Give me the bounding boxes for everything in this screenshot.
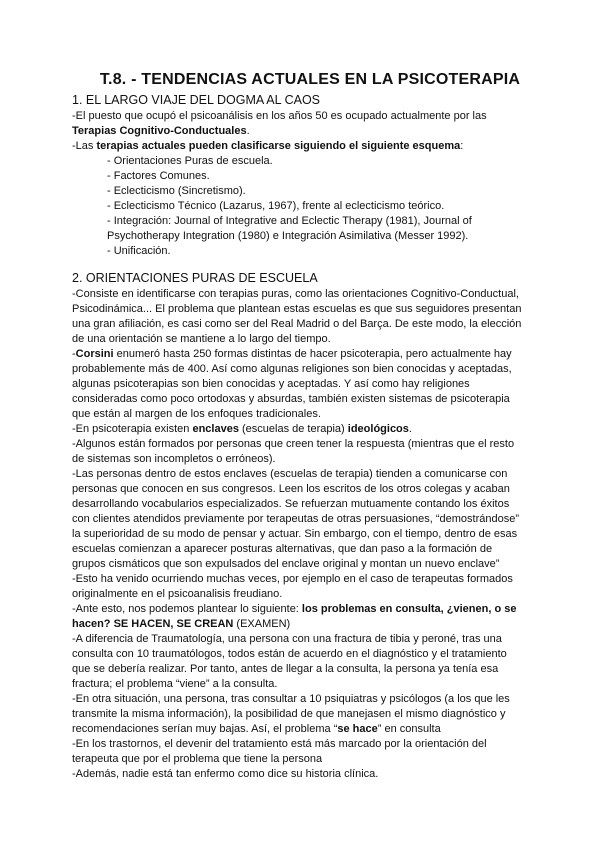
paragraph-line: -Ante esto, nos podemos plantear lo siguiente: los problemas en consulta, ¿vienen, o se xyxy=(72,603,517,615)
paragraph-line: probablemente más de 400. Así como algunas religiones son bien conocidas y aceptadas, xyxy=(72,363,512,375)
list-item: - Factores Comunes. xyxy=(107,170,210,182)
list-item: - Orientaciones Puras de escuela. xyxy=(107,155,273,167)
paragraph-line: -El puesto que ocupó el psicoanálisis en los años 50 es ocupado actualmente por las xyxy=(72,110,487,122)
paragraph-line: -Corsini enumeró hasta 250 formas distintas de hacer psicoterapia, pero actualmente hay xyxy=(72,348,512,360)
bold-term: enclaves xyxy=(192,423,239,435)
section-2-heading: 2. ORIENTACIONES PURAS DE ESCUELA xyxy=(72,271,318,285)
list-item: - Unificación. xyxy=(107,245,171,257)
paragraph-line: transmite la misma información), la posibilidad de que manejasen el mismo diagnóstico y xyxy=(72,708,506,720)
paragraph-line: consulta con 10 traumatólogos, todos están de acuerdo en el diagnóstico y el tratamiento xyxy=(72,648,507,660)
bold-term: Terapias Cognitivo-Conductuales xyxy=(72,125,247,137)
section-1-heading: 1. EL LARGO VIAJE DEL DOGMA AL CAOS xyxy=(72,93,321,107)
paragraph-line: desarrollando vocabularios especializados. Se refuerzan mutuamente contando los éxitos xyxy=(72,498,510,510)
bold-term: terapias actuales pueden clasificarse siguiendo el siguiente esquema xyxy=(96,140,461,152)
list-item: Psychotherapy Integration (1980) e Integración Asimilativa (Messer 1992). xyxy=(107,230,469,242)
paragraph-line: Psicodinámica... El problema que plantean estas escuelas es que sus seguidores presentan xyxy=(72,303,522,315)
paragraph-line: que están al margen de los enfoques tradicionales. xyxy=(72,408,321,420)
paragraph-line: una gran afiliación, es casi como ser del Real Madrid o del Barça. De este modo, la elección xyxy=(72,318,522,330)
paragraph-line: la superioridad de su modo de pensar y actuar. Sin embargo, con el tiempo, dentro de esas xyxy=(72,528,518,540)
bold-term: ideológicos xyxy=(347,423,409,435)
page-title: T.8. - TENDENCIAS ACTUALES EN LA PSICOTERAPIA xyxy=(99,71,521,88)
paragraph-line: -Las personas dentro de estos enclaves (escuelas de terapia) tienden a comunicarse con xyxy=(72,468,508,480)
paragraph-line: -Las terapias actuales pueden clasificarse siguiendo el siguiente esquema: xyxy=(72,140,464,152)
paragraph-line: con clientes atendidos previamente por terapeutas de otras persuasiones, “demostrándose” xyxy=(72,513,519,525)
paragraph-line: -A diferencia de Traumatología, una persona con una fractura de tibia y peroné, tras una xyxy=(72,633,502,645)
paragraph-line: -En psicoterapia existen enclaves (escuelas de terapia) ideológicos. xyxy=(72,423,412,435)
paragraph-line: escuelas comienzan a aparecer posturas alternativas, que dan paso a la formación de xyxy=(72,543,493,555)
list-item: - Integración: Journal of Integrative and Eclectic Therapy (1981), Journal of xyxy=(107,215,472,227)
paragraph-line: fractura; el problema “viene” a la consulta. xyxy=(72,678,278,690)
paragraph-line: -En los trastornos, el devenir del tratamiento está más marcado por la orientación del xyxy=(72,738,487,750)
paragraph-line: hacen? SE HACEN, SE CREAN (EXAMEN) xyxy=(72,618,291,630)
bold-term: Corsini xyxy=(75,348,114,360)
paragraph-line: de sistemas son incompletos o erróneos). xyxy=(72,453,276,465)
list-item: - Eclecticismo Técnico (Lazarus, 1967), frente al eclecticismo teórico. xyxy=(107,200,445,212)
paragraph-line: personas que conocen en sus congresos. Leen los escritos de los otros colegas y acaban xyxy=(72,483,510,495)
paragraph-line: grupos cismáticos que son expulsados del enclave original y montan un nuevo enclave” xyxy=(72,558,500,570)
list-item: - Eclecticismo (Sincretismo). xyxy=(107,185,246,197)
bold-term: los problemas en consulta, ¿vienen, o se xyxy=(301,603,517,615)
paragraph-line: -Consiste en identificarse con terapias puras, como las orientaciones Cognitivo-Conductual, xyxy=(72,288,519,300)
bold-term: hacen? SE HACEN, SE CREAN xyxy=(72,618,234,630)
paragraph-line: Terapias Cognitivo-Conductuales. xyxy=(72,125,250,137)
paragraph-line: consideradas como poco ortodoxas y absurdas, también existen sistemas de psicoterapia xyxy=(72,393,510,405)
paragraph-line: -Además, nadie está tan enfermo como dice su historia clínica. xyxy=(72,768,379,780)
paragraph-line: que se debería realizar. Por tanto, antes de llegar a la consulta, la persona ya tenía esa xyxy=(72,663,499,675)
paragraph-line: -Algunos están formados por personas que creen tener la respuesta (mientras que el resto xyxy=(72,438,515,450)
paragraph-line: terapeuta que por el problema que tiene la persona xyxy=(72,753,323,765)
bold-term: se hace xyxy=(337,723,378,735)
paragraph-line: algunas psicoterapias son bien conocidas y aceptadas. Y así como hay religiones xyxy=(72,378,470,390)
paragraph-line: recomendaciones serían muy bajas. Así, el problema “se hace” en consulta xyxy=(72,723,441,735)
paragraph-line: -En otra situación, una persona, tras consultar a 10 psiquiatras y psicólogos (a los que les xyxy=(72,693,510,705)
paragraph-line: originalmente en el psicoanalisis freudiano. xyxy=(72,588,283,600)
paragraph-line: de una orientación se mantiene a lo largo del tiempo. xyxy=(72,333,331,345)
paragraph-line: -Esto ha venido ocurriendo muchas veces, por ejemplo en el caso de terapeutas formados xyxy=(72,573,513,585)
